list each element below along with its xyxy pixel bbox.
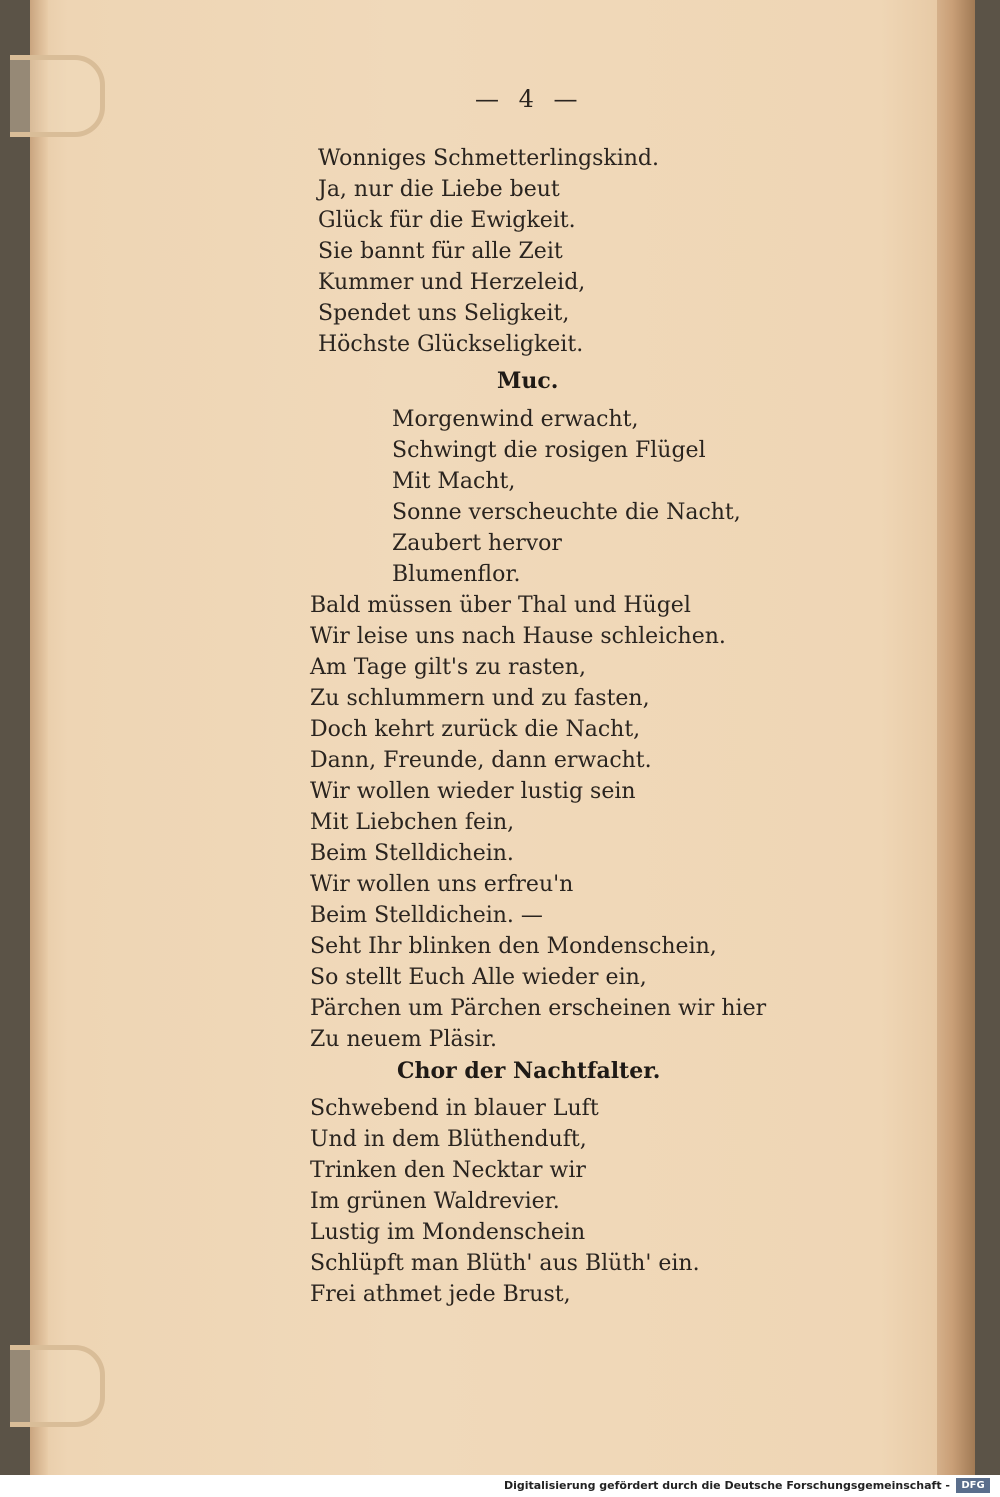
- heading-chor-der-nachtfalter: Chor der Nachtfalter.: [397, 1058, 661, 1084]
- verse-line: Wir wollen uns erfreu'n: [310, 872, 574, 897]
- verse-line: Zu neuem Pläsir.: [310, 1027, 498, 1052]
- verse-line: Zu schlummern und zu fasten,: [310, 686, 650, 711]
- verse-line: Mit Liebchen fein,: [310, 810, 515, 835]
- verse-line: Sie bannt für alle Zeit: [318, 239, 563, 264]
- page-clip-bottom: [10, 1345, 105, 1427]
- next-page-edge: [937, 0, 975, 1480]
- verse-line: Doch kehrt zurück die Nacht,: [310, 717, 641, 742]
- heading-muc: Muc.: [497, 368, 559, 394]
- verse-stanza-3: [310, 590, 766, 1055]
- verse-line: Dann, Freunde, dann erwacht.: [310, 748, 652, 773]
- verse-line: Schlüpft man Blüth' aus Blüth' ein.: [310, 1251, 700, 1276]
- verse-line: Ja, nur die Liebe beut: [318, 177, 560, 202]
- verse-line: Trinken den Necktar wir: [310, 1158, 586, 1183]
- verse-line: Spendet uns Seligkeit,: [318, 301, 570, 326]
- verse-line: Glück für die Ewigkeit.: [318, 208, 576, 233]
- verse-line: Beim Stelldichein.: [310, 841, 514, 866]
- verse-line: Frei athmet jede Brust,: [310, 1282, 571, 1307]
- verse-line: Und in dem Blüthenduft,: [310, 1127, 587, 1152]
- verse-line: Lustig im Mondenschein: [310, 1220, 586, 1245]
- digitization-credit: Digitalisierung gefördert durch die Deutsche Forschungsgemeinschaft -: [503, 1479, 950, 1492]
- verse-stanza-2: [392, 404, 741, 590]
- verse-line: Im grünen Waldrevier.: [310, 1189, 560, 1214]
- verse-stanza-1: [318, 143, 659, 360]
- verse-line: Blumenflor.: [392, 562, 521, 587]
- page-clip-top: [10, 55, 105, 137]
- verse-line: Pärchen um Pärchen erscheinen wir hier: [310, 996, 767, 1021]
- verse-line: So stellt Euch Alle wieder ein,: [310, 965, 647, 990]
- dfg-logo: DFG: [956, 1478, 990, 1493]
- verse-line: Höchste Glückseligkeit.: [318, 332, 584, 357]
- verse-stanza-4: [310, 1093, 700, 1310]
- verse-line: Schwingt die rosigen Flügel: [392, 438, 706, 463]
- verse-line: Zaubert hervor: [392, 531, 562, 556]
- verse-line: Beim Stelldichein. —: [310, 903, 543, 928]
- verse-line: Sonne verscheuchte die Nacht,: [392, 500, 741, 525]
- verse-line: Wir wollen wieder lustig sein: [310, 779, 636, 804]
- verse-line: Bald müssen über Thal und Hügel: [310, 593, 691, 618]
- verse-line: Morgenwind erwacht,: [392, 407, 639, 432]
- page-binding-edge: [30, 0, 48, 1480]
- verse-line: Schwebend in blauer Luft: [310, 1096, 599, 1121]
- verse-line: Wonniges Schmetterlingskind.: [318, 146, 660, 171]
- verse-line: Mit Macht,: [392, 469, 516, 494]
- verse-line: Kummer und Herzeleid,: [318, 270, 586, 295]
- verse-line: Wir leise uns nach Hause schleichen.: [310, 624, 726, 649]
- verse-line: Am Tage gilt's zu rasten,: [310, 655, 586, 680]
- verse-line: Seht Ihr blinken den Mondenschein,: [310, 934, 717, 959]
- page-number: — 4 —: [475, 85, 584, 113]
